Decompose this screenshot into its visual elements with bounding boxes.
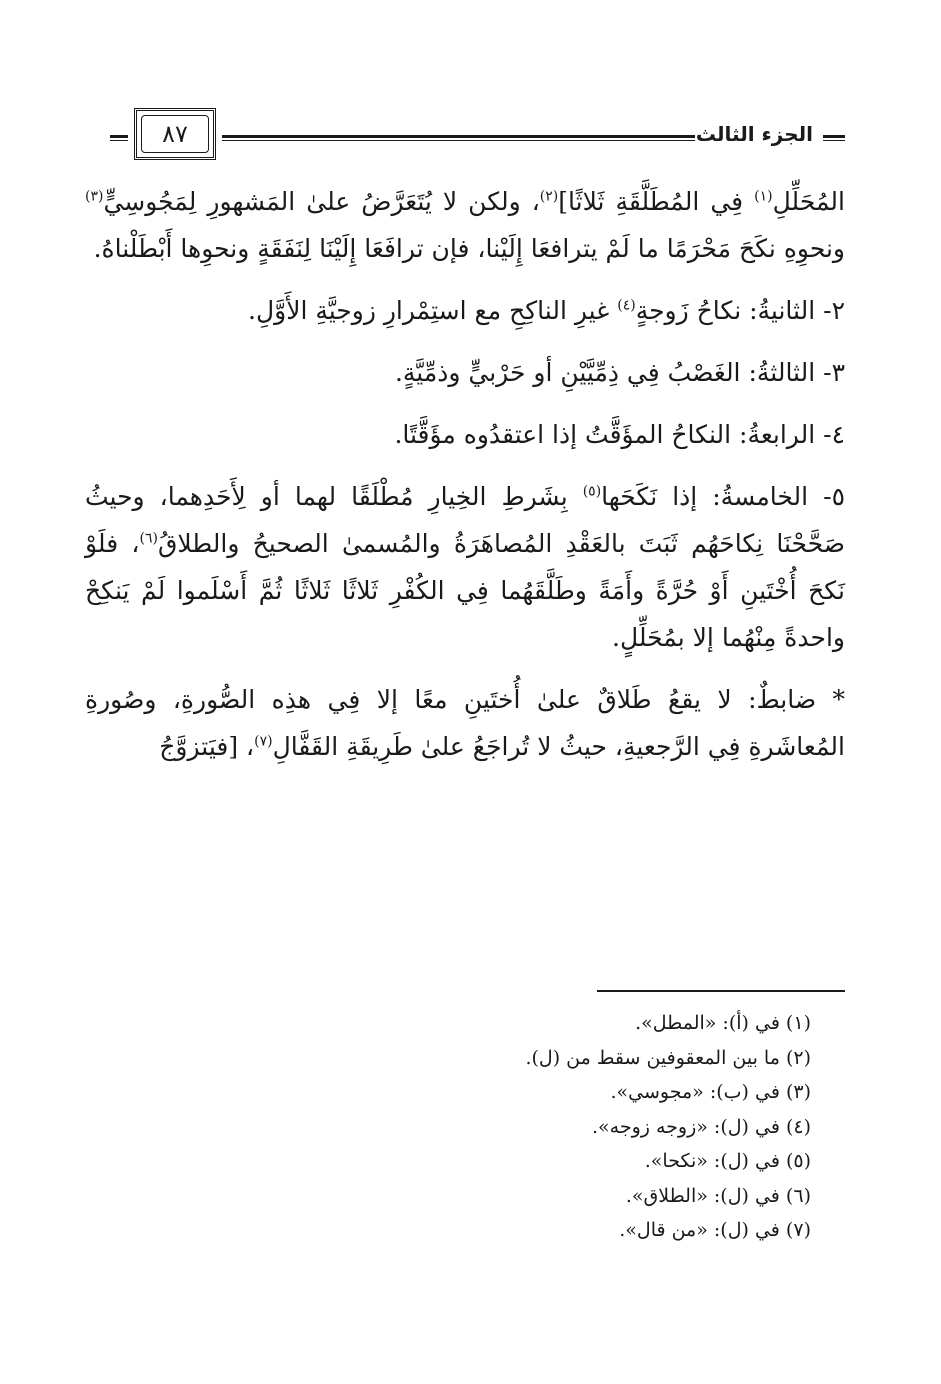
page-header — [110, 108, 845, 164]
text-run: ٢- الثانيةُ: نكاحُ زَوجةٍ — [635, 296, 845, 325]
paragraph-intro — [85, 178, 845, 272]
text-run: بِشَرطِ الخِيارِ مُطْلَقًا لهما أو لِأَحَدِهما، وحيثُ صَحَّحْنَا نِكاحَهُم ثَبَتَ بالعَقْدِ المُصاهَرَةُ والمُسمىٰ الصحيحُ والطلاقُ — [85, 482, 845, 558]
footnote-ref[interactable]: (٣) — [85, 188, 104, 205]
paragraph-item-5 — [85, 473, 845, 661]
paragraph-item-4 — [85, 411, 845, 458]
footnote-ref[interactable]: (٦) — [139, 530, 158, 547]
text-run: * ضابطٌ: لا يقعُ طَلاقٌ علىٰ أُختَينِ معًا إلا فِي هذِه الصُّورةِ، وصُورةِ المُعاشَرةِ فِي الرَّجعيةِ، حيثُ لا تُراجَعُ علىٰ طَرِيقَةِ القَفَّالِ — [85, 685, 845, 761]
footnote-item: (٧) في (ل): «من قال». — [619, 1219, 811, 1241]
text-run: ٥- الخامسةُ: إذا نَكَحَها — [601, 482, 845, 511]
text-run: ٣- الثالثةُ: الغَصْبُ فِي ذِمِّيَّيْنِ أو حَرْبيٍّ وذمِّيَّةٍ. — [394, 358, 845, 387]
footnote-item: (٣) في (ب): «مجوسي». — [610, 1081, 811, 1103]
paragraph-rule — [85, 676, 845, 770]
text-run: فِي المُطَلَّقَةِ ثَلاثًا] — [558, 187, 755, 216]
text-run: ، ولكن لا يُتَعَرَّضُ علىٰ المَشهورِ لِمَجُوسِيٍّ — [103, 187, 540, 216]
footnote-ref[interactable]: (٥) — [582, 483, 602, 500]
header-rule-right — [823, 135, 845, 141]
paragraph-item-2 — [85, 287, 845, 334]
footnote-ref[interactable]: (٤) — [617, 297, 636, 314]
page-number: ٨٧ — [141, 115, 209, 153]
text-run: ونحوِهِ نكَحَ مَحْرَمًا ما لَمْ يترافعَا إِلَيْنا، فإن ترافَعَا إِلَيْنَا لِنَفَقَةٍ ونحوِها أَبْطَلْناهُ. — [93, 234, 845, 263]
footnote-item: (٤) في (ل): «زوجه زوجه». — [591, 1115, 811, 1138]
header-rule-left — [110, 135, 128, 141]
footnote-item: (٦) في (ل): «الطلاق». — [625, 1184, 811, 1207]
page-number-box — [134, 108, 216, 160]
text-run: غيرِ الناكِحِ مع استِمْرارِ زوجيَّةِ الأَوَّلِ. — [248, 296, 618, 325]
part-title: الجزء الثالث — [695, 122, 813, 146]
text-run: ، فلَوْ نَكحَ أُخْتَينِ أَوْ حُرَّةً وأَمَةً وطَلَّقَهُما فِي الكُفْرِ ثَلاثًا ثَلاثًا ثُمَّ أَسْلَموا لَمْ يَنكِحْ واحدةً مِنْهُما إلا بمُحَلِّلٍ. — [85, 529, 846, 652]
footnote-item: (٥) في (ل): «نكحا». — [644, 1150, 811, 1172]
main-text — [85, 178, 845, 785]
footnote-ref[interactable]: (٧) — [254, 733, 273, 750]
footnote-ref[interactable]: (١) — [754, 188, 773, 205]
text-run: المُحَلِّلِ — [772, 187, 845, 216]
footnote-ref[interactable]: (٢) — [539, 188, 559, 205]
footnotes-list — [171, 1006, 811, 1248]
footnote-item: (٢) ما بين المعقوفين سقط من (ل). — [525, 1046, 811, 1069]
paragraph-item-3 — [85, 349, 845, 396]
header-rule-middle — [222, 135, 695, 141]
footnote-item: (١) في (أ): «المطل». — [635, 1012, 811, 1034]
text-run: ، [فيَتزوَّجُ — [159, 732, 255, 761]
text-run: ٤- الرابعةُ: النكاحُ المؤَقَّتُ إذا اعتقدُوه مؤَقَّتًا. — [394, 420, 845, 449]
footnote-divider — [597, 990, 845, 992]
